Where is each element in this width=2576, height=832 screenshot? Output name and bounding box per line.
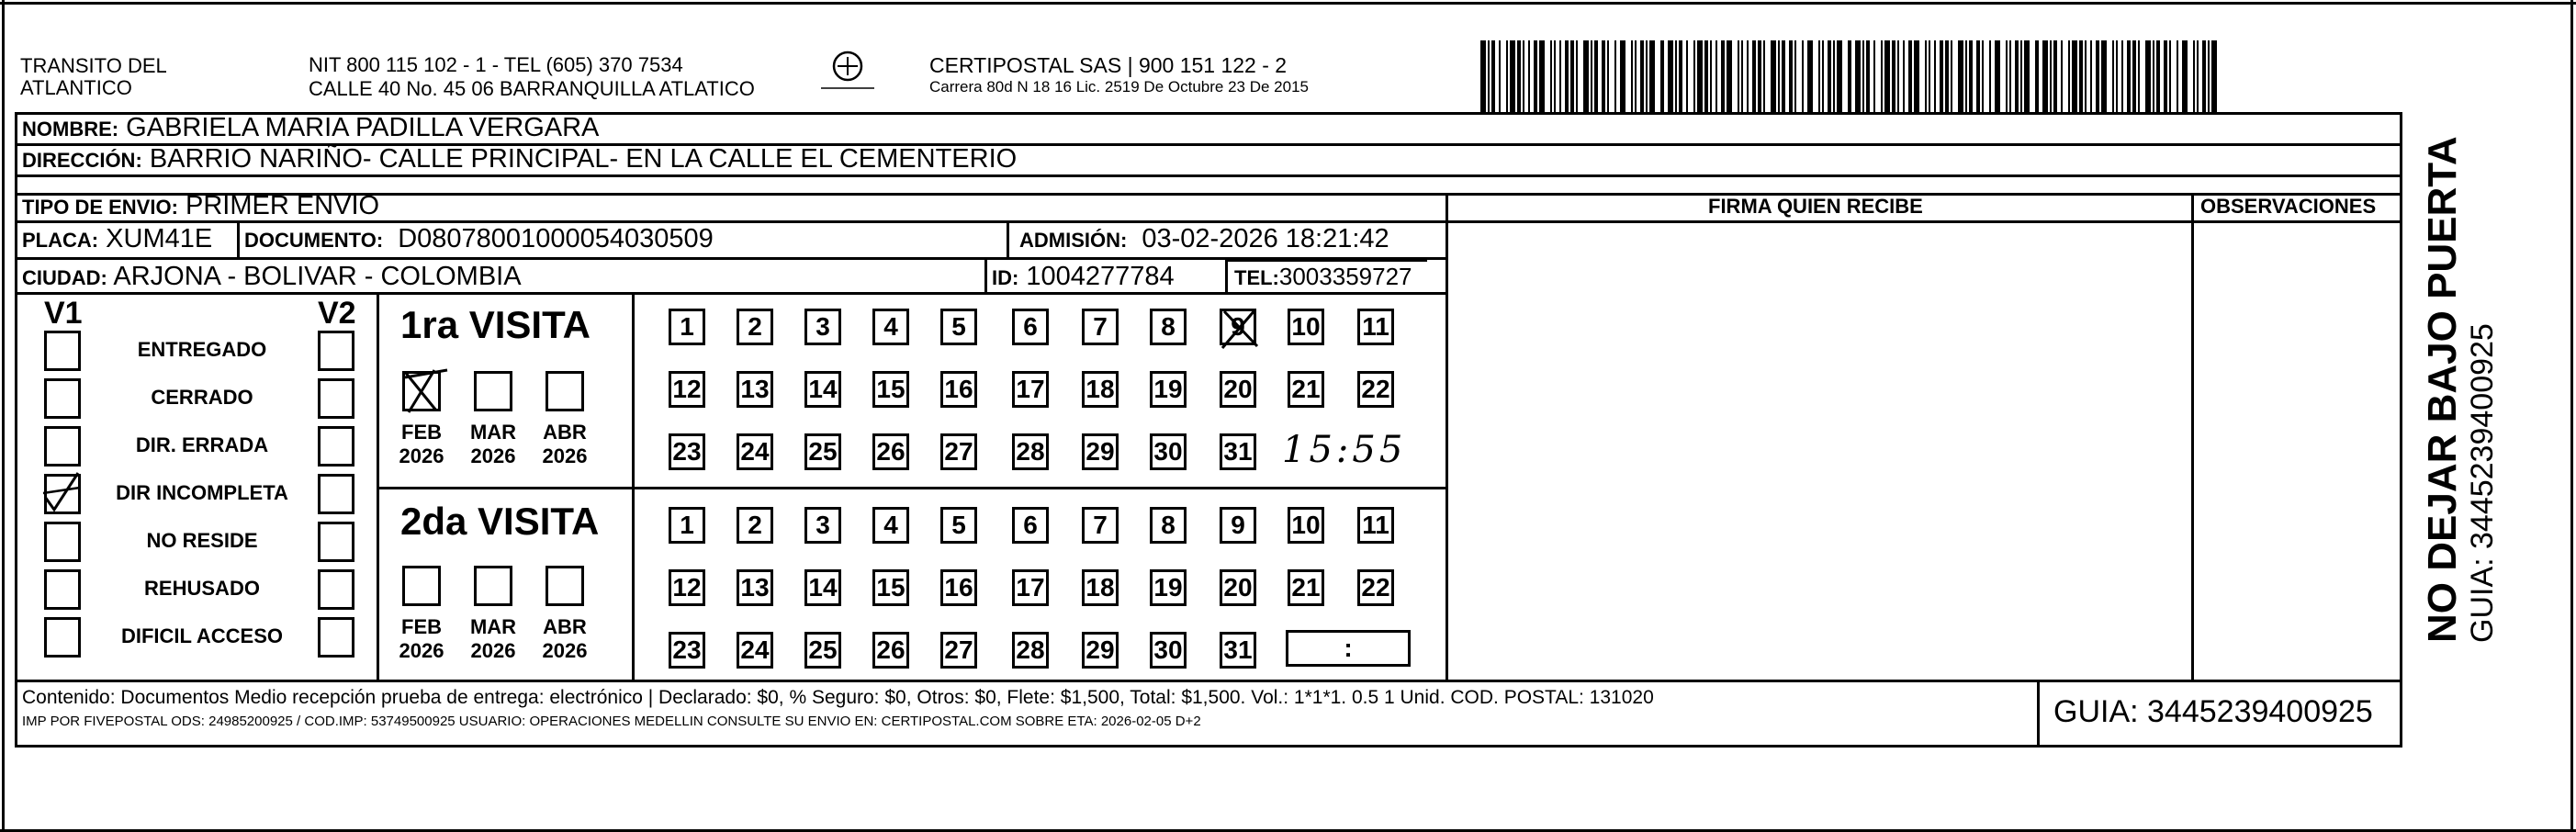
cell-divider	[237, 220, 240, 257]
tel-row	[1234, 263, 1412, 291]
day-box[interactable]: 20	[1220, 569, 1256, 606]
month-name: ABR	[543, 421, 587, 444]
ciudad-value: ARJONA - BOLIVAR - COLOMBIA	[113, 262, 522, 291]
row-divider	[15, 292, 1447, 295]
day-box[interactable]: 4	[872, 309, 909, 345]
visit1-time-box	[1282, 429, 1411, 471]
check-mark-icon	[41, 469, 82, 513]
day-box[interactable]: 1	[669, 507, 705, 544]
day-box[interactable]: 30	[1150, 433, 1187, 470]
status-label: DIR INCOMPLETA	[116, 481, 288, 504]
admision-label: ADMISIÓN:	[1019, 229, 1128, 252]
day-box[interactable]: 13	[737, 569, 773, 606]
row-divider	[15, 174, 2402, 177]
day-box[interactable]: 21	[1288, 569, 1324, 606]
courier-block	[929, 53, 1309, 97]
month-label	[389, 615, 454, 663]
v1-checkbox[interactable]	[44, 569, 81, 610]
day-box[interactable]: 1	[669, 309, 705, 345]
month-checkbox[interactable]	[402, 566, 441, 606]
day-box[interactable]: 2	[737, 507, 773, 544]
day-box[interactable]: 17	[1012, 371, 1049, 408]
visit1-title: 1ra VISITA	[400, 303, 591, 346]
month-checkbox[interactable]	[474, 371, 512, 411]
nit-line: NIT 800 115 102 - 1 - TEL (605) 370 7534	[309, 53, 683, 76]
day-box[interactable]: 5	[940, 309, 977, 345]
month-name: ABR	[543, 615, 587, 638]
day-box[interactable]: 18	[1082, 371, 1119, 408]
x-mark-icon	[1219, 308, 1261, 350]
day-box[interactable]: 15	[872, 371, 909, 408]
day-box[interactable]: 21	[1288, 371, 1324, 408]
nombre-row	[22, 113, 599, 143]
day-box[interactable]: 27	[940, 433, 977, 470]
day-box[interactable]: 12	[669, 569, 705, 606]
day-box[interactable]: 4	[872, 507, 909, 544]
sender-line2: ATLANTICO	[20, 76, 132, 99]
day-box[interactable]: 12	[669, 371, 705, 408]
day-box[interactable]: 22	[1357, 371, 1394, 408]
v1-checkbox[interactable]	[44, 474, 81, 514]
day-box[interactable]: 6	[1012, 309, 1049, 345]
day-box[interactable]: 14	[804, 371, 841, 408]
v1-checkbox[interactable]	[44, 378, 81, 419]
day-box[interactable]: 10	[1288, 507, 1324, 544]
documento-label: DOCUMENTO:	[244, 229, 384, 252]
day-box[interactable]: 11	[1357, 507, 1394, 544]
v1-checkbox[interactable]	[44, 426, 81, 467]
v2-checkbox[interactable]	[318, 378, 354, 419]
guia-divider	[2037, 680, 2040, 748]
day-box[interactable]: 29	[1082, 632, 1119, 669]
status-label: REHUSADO	[144, 577, 260, 600]
footer-contenido: Contenido: Documentos Medio recepción prueba de entrega: electrónico | Declarado: $0, % Seguro: $0, Otros: $0, Flete: $1,500, Total: $1,500. Vol.: 1*1*1. 0.5 1 Unid. COD. POSTAL: 131020	[22, 687, 1654, 708]
courier-line1: CERTIPOSTAL SAS | 900 151 122 - 2	[929, 53, 1288, 77]
day-box[interactable]: 17	[1012, 569, 1049, 606]
month-checkbox[interactable]	[402, 371, 441, 411]
certipostal-logo	[816, 50, 880, 96]
placa-value: XUM41E	[106, 224, 213, 253]
status-label: CERRADO	[151, 386, 253, 409]
courier-line2: Carrera 80d N 18 16 Lic. 2519 De Octubre 23 De 2015	[929, 78, 1309, 96]
visit2-time-box: :	[1286, 630, 1411, 667]
day-box[interactable]: 16	[940, 569, 977, 606]
top-border	[0, 2, 2576, 5]
month-year: 2026	[542, 639, 588, 662]
side-line2: GUIA: 3445239400925	[2465, 323, 2500, 643]
month-year: 2026	[399, 444, 444, 467]
month-name: FEB	[401, 615, 442, 638]
nombre-value: GABRIELA MARIA PADILLA VERGARA	[126, 113, 600, 142]
nombre-label: NOMBRE:	[22, 118, 119, 141]
month-checkbox[interactable]	[546, 566, 584, 606]
id-label: ID:	[992, 266, 1019, 289]
day-box[interactable]: 11	[1357, 309, 1394, 345]
direccion-label: DIRECCIÓN:	[22, 149, 142, 172]
day-box[interactable]: 27	[940, 632, 977, 669]
v1-checkbox[interactable]	[44, 617, 81, 658]
month-label	[533, 421, 597, 468]
month-year: 2026	[470, 639, 516, 662]
day-box[interactable]: 10	[1288, 309, 1324, 345]
tipo-row	[22, 191, 379, 221]
ciudad-row	[22, 262, 522, 292]
side-notice	[2421, 136, 2500, 643]
day-box[interactable]: 15	[872, 569, 909, 606]
day-box[interactable]: 20	[1220, 371, 1256, 408]
tel-value: 3003359727	[1278, 263, 1412, 290]
tipo-label: TIPO DE ENVIO:	[22, 196, 178, 219]
day-box[interactable]: 26	[872, 433, 909, 470]
day-box[interactable]: 3	[804, 507, 841, 544]
status-label: DIFICIL ACCESO	[120, 624, 283, 647]
day-box[interactable]: 24	[737, 632, 773, 669]
day-box[interactable]: 28	[1012, 433, 1049, 470]
month-name: MAR	[469, 615, 517, 638]
left-border	[2, 0, 5, 832]
month-label	[389, 421, 454, 468]
right-border	[2570, 0, 2573, 832]
day-box[interactable]: 31	[1220, 632, 1256, 669]
month-year: 2026	[542, 444, 588, 467]
month-label	[533, 615, 597, 663]
visit2-title: 2da VISITA	[400, 500, 600, 543]
v1-checkbox[interactable]	[44, 522, 81, 562]
firma-divider	[1445, 193, 1448, 681]
v2-checkbox[interactable]	[318, 522, 354, 562]
day-box[interactable]: 6	[1012, 507, 1049, 544]
v2-label: V2	[318, 296, 356, 331]
month-label	[461, 421, 525, 468]
v2-checkbox[interactable]	[318, 331, 354, 371]
status-label: DIR. ERRADA	[135, 433, 269, 456]
month-year: 2026	[470, 444, 516, 467]
month-name: MAR	[469, 421, 517, 444]
tipo-value: PRIMER ENVIO	[185, 191, 380, 220]
day-box[interactable]: 5	[940, 507, 977, 544]
sender-block	[20, 55, 167, 99]
day-box[interactable]: 14	[804, 569, 841, 606]
id-row	[992, 262, 1175, 292]
day-box[interactable]: 8	[1150, 309, 1187, 345]
day-box[interactable]: 31	[1220, 433, 1256, 470]
row-divider	[15, 680, 2402, 682]
day-box[interactable]: 19	[1150, 371, 1187, 408]
day-box[interactable]: 24	[737, 433, 773, 470]
day-box[interactable]: 22	[1357, 569, 1394, 606]
day-box[interactable]: 2	[737, 309, 773, 345]
day-box[interactable]: 19	[1150, 569, 1187, 606]
obs-divider	[2191, 193, 2194, 681]
day-box[interactable]: 30	[1150, 632, 1187, 669]
direccion-value: BARRIO NARIÑO- CALLE PRINCIPAL- EN LA CALLE EL CEMENTERIO	[149, 144, 1018, 174]
placa-row	[22, 224, 212, 254]
day-box[interactable]: 8	[1150, 507, 1187, 544]
sender-line1: TRANSITO DEL	[20, 54, 167, 77]
admision-value: 03-02-2026 18:21:42	[1142, 224, 1389, 253]
day-box[interactable]: 9	[1220, 507, 1256, 544]
cell-divider	[984, 257, 987, 292]
v1-checkbox[interactable]	[44, 331, 81, 371]
day-box[interactable]: 9	[1220, 309, 1256, 345]
nit-block	[309, 53, 755, 101]
day-box[interactable]: 23	[669, 433, 705, 470]
id-value: 1004277784	[1026, 262, 1175, 291]
v2-checkbox[interactable]	[318, 426, 354, 467]
x-mark-icon	[399, 366, 449, 416]
month-checkbox[interactable]	[474, 566, 512, 606]
visit1-time: 15:55	[1282, 429, 1407, 471]
month-name: FEB	[401, 421, 442, 444]
placa-label: PLACA:	[22, 229, 99, 252]
ciudad-label: CIUDAD:	[22, 266, 107, 289]
day-box[interactable]: 23	[669, 632, 705, 669]
admision-row	[1019, 224, 1389, 254]
status-label: NO RESIDE	[146, 529, 258, 552]
day-box[interactable]: 16	[940, 371, 977, 408]
side-line1: NO DEJAR BAJO PUERTA	[2420, 136, 2465, 643]
v2-checkbox[interactable]	[318, 474, 354, 514]
v2-checkbox[interactable]	[318, 569, 354, 610]
documento-value: D08078001000054030509	[398, 224, 714, 253]
status-label: ENTREGADO	[137, 338, 267, 361]
day-box[interactable]: 25	[804, 632, 841, 669]
observaciones-header: OBSERVACIONES	[2200, 195, 2377, 218]
v1-label: V1	[44, 296, 83, 331]
day-box[interactable]: 13	[737, 371, 773, 408]
barcode	[1480, 40, 2224, 112]
day-box[interactable]: 25	[804, 433, 841, 470]
firma-header: FIRMA QUIEN RECIBE	[1708, 195, 1923, 218]
day-box[interactable]: 29	[1082, 433, 1119, 470]
guia-number: GUIA: 3445239400925	[2053, 694, 2373, 729]
day-box[interactable]: 28	[1012, 632, 1049, 669]
day-box[interactable]: 18	[1082, 569, 1119, 606]
month-year: 2026	[399, 639, 444, 662]
day-box[interactable]: 7	[1082, 309, 1119, 345]
v2-checkbox[interactable]	[318, 617, 354, 658]
direccion-row	[22, 144, 1017, 174]
day-box[interactable]: 26	[872, 632, 909, 669]
tel-label: TEL:	[1234, 266, 1279, 289]
documento-row	[244, 224, 714, 254]
month-checkbox[interactable]	[546, 371, 584, 411]
footer-imp: IMP POR FIVEPOSTAL ODS: 24985200925 / COD.IMP: 53749500925 USUARIO: OPERACIONES MEDELLIN CONSULTE SU ENVIO EN: CERTIPOSTAL.COM SOBRE ETA: 2026-02-05 D+2	[22, 714, 1201, 729]
visit-divider	[377, 487, 1447, 489]
address-line: CALLE 40 No. 45 06 BARRANQUILLA ATLATICO	[309, 77, 755, 100]
day-box[interactable]: 7	[1082, 507, 1119, 544]
cell-divider	[1007, 220, 1009, 257]
day-box[interactable]: 3	[804, 309, 841, 345]
month-label	[461, 615, 525, 663]
